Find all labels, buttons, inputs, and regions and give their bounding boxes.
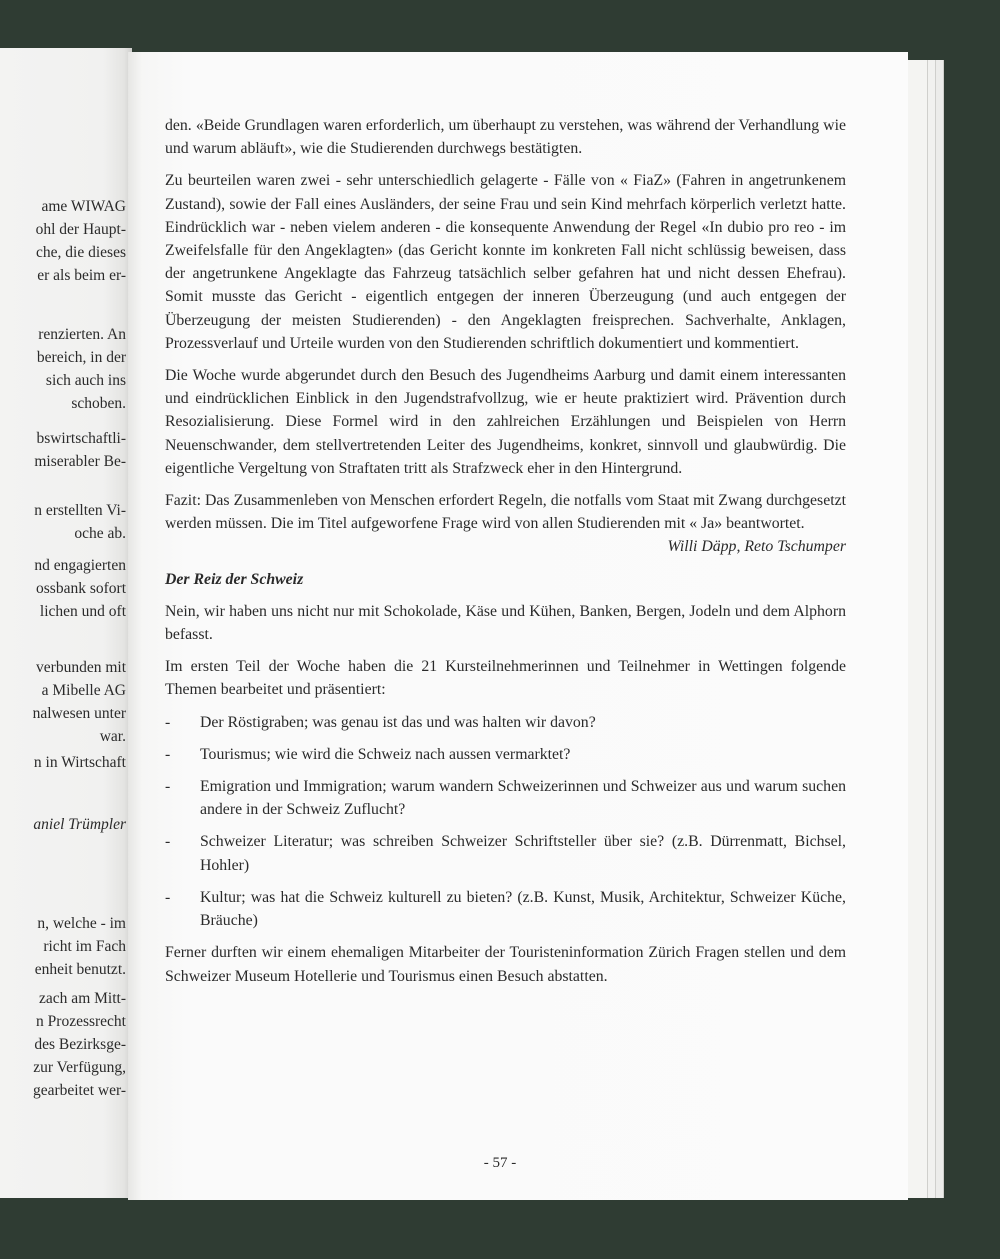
left-page-line: nalwesen unter	[32, 705, 126, 722]
list-item	[165, 886, 846, 932]
page-number: - 57 -	[483, 1155, 517, 1171]
left-page-line: bswirtschaftli-	[36, 430, 126, 447]
left-page-line: miserabler Be-	[34, 453, 126, 470]
paragraph: Im ersten Teil der Woche haben die 21 Kursteilnehmerinnen und Teilnehmer in Wettingen folgende Themen bearbeitet und präsentiert:	[165, 658, 846, 699]
left-page-line: renzierten. An	[38, 326, 126, 343]
section-heading: Der Reiz der Schweiz	[165, 570, 304, 588]
list-item-text: Emigration und Immigration; warum wandern Schweizerinnen und Schweizer aus und warum suchen andere in der Schweiz Zuflucht?	[200, 778, 846, 819]
left-page-line: zur Verfügung,	[33, 1059, 126, 1076]
bullet-dash: -	[165, 778, 171, 796]
list-item	[165, 775, 846, 821]
paragraph: den. «Beide Grundlagen waren erforderlich, um überhaupt zu verstehen, was während der Verhandlung wie und warum abläuft», wie die Studierenden durchwegs bestätigten.	[165, 117, 846, 158]
left-page-line: aniel Trümpler	[33, 816, 126, 833]
left-page-line: oche ab.	[74, 525, 126, 542]
page-edge-stack	[905, 60, 928, 1198]
left-page-line: verbunden mit	[36, 659, 126, 676]
left-page-line: er als beim er-	[37, 267, 126, 284]
bullet-dash: -	[165, 888, 171, 906]
bullet-dash: -	[165, 713, 171, 731]
left-page-line: che, die dieses	[36, 244, 126, 261]
left-page-line: ohl der Haupt-	[35, 221, 126, 238]
list-item-text: Kultur; was hat die Schweiz kulturell zu bieten? (z.B. Kunst, Musik, Architektur, Schweizer Küche, Bräuche)	[200, 888, 846, 930]
left-page-line: a Mibelle AG	[41, 682, 126, 699]
left-page-line: ossbank sofort	[36, 580, 126, 597]
list-item	[165, 711, 846, 734]
list-item	[165, 830, 846, 876]
left-page-line: nd engagierten	[34, 557, 126, 574]
list-item-text: Tourismus; wie wird die Schweiz nach aussen vermarktet?	[200, 745, 571, 763]
left-page-line: ame WIWAG	[41, 198, 126, 215]
author-signature: Willi Däpp, Reto Tschumper	[667, 538, 846, 556]
page-body	[165, 114, 846, 997]
list-item-text: Schweizer Literatur; was schreiben Schweizer Schriftsteller über sie? (z.B. Dürrenmatt, Bichsel, Hohler)	[200, 833, 846, 874]
left-page-line: sich auch ins	[45, 372, 126, 389]
left-page-line: zach am Mitt-	[39, 990, 126, 1007]
bullet-dash: -	[165, 833, 171, 851]
left-page-line: n erstellten Vi-	[34, 502, 126, 519]
left-page-line: lichen und oft	[39, 603, 126, 620]
left-page-line: n Prozessrecht	[36, 1013, 126, 1030]
paragraph: Die Woche wurde abgerundet durch den Besuch des Jugendheims Aarburg und damit einem interessanten und eindrücklichen Einblick in den Jugendstrafvollzug, wie er heute praktiziert wird. Prävention durch Resozialisierung. Diese Formel wird in den zahlreichen Erzählungen und Beispielen von Herrn Neuenschwander, dem stellvertretenden Leiter des Jugendheims, konkret, sinnvoll und glaubwürdig. Die eigentliche Vergeltung von Straftaten tritt als Strafzweck eher in den Hintergrund.	[165, 367, 846, 477]
left-page-line: gearbeitet wer-	[32, 1082, 126, 1099]
paragraph: Ferner durften wir einem ehemaligen Mitarbeiter der Touristeninformation Zürich Fragen stellen und dem Schweizer Museum Hotellerie und Tourismus einen Besuch abstatten.	[165, 944, 846, 985]
list-item-text: Der Röstigraben; was genau ist das und was halten wir davon?	[200, 713, 596, 731]
left-page-line: enheit benutzt.	[34, 961, 126, 978]
left-page-line: n in Wirtschaft	[33, 754, 126, 771]
left-page-line: war.	[99, 728, 126, 745]
left-page-line: des Bezirksge-	[34, 1036, 126, 1053]
list-item	[165, 743, 846, 766]
paragraph: Zu beurteilen waren zwei - sehr unterschiedlich gelagerte - Fälle von « FiaZ» (Fahren in angetrunkenem Zustand), sowie der Fall eines Ausländers, der seine Frau und sein Kind mehrfach körperlich verletzt hatte. Eindrücklich war - neben vielem anderen - die konsequente Anwendung der Regel «In dubio pro reo - im Zweifelsfalle für den Angeklagten» (das Gericht konnte im konkreten Fall nicht schlüssig beweisen, dass der angetrunkene Angeklagte das Fahrzeug tatsächlich selber gefahren hat und nicht dessen Ehefrau). Somit musste das Gericht - eigentlich entgegen der inneren Überzeugung (und auch entgegen der Überzeugung der meisten Studierenden) - den Angeklagten freisprechen. Sachverhalte, Anklagen, Prozessverlauf und Urteile wurden von den Studierenden schriftlich dokumentiert und kommentiert.	[165, 172, 846, 352]
left-facing-page	[0, 48, 132, 1198]
left-page-line: bereich, in der	[36, 349, 126, 366]
left-page-line: n, welche - im	[37, 915, 126, 932]
paragraph: Fazit: Das Zusammenleben von Menschen erfordert Regeln, die notfalls vom Staat mit Zwang durchgesetzt werden müssen. Die im Titel aufgeworfene Frage wird von allen Studierenden mit « Ja» beantwortet.	[165, 492, 846, 533]
bullet-dash: -	[165, 745, 171, 763]
left-page-line: schoben.	[71, 395, 126, 412]
paragraph: Nein, wir haben uns nicht nur mit Schokolade, Käse und Kühen, Banken, Bergen, Jodeln und dem Alphorn befasst.	[165, 602, 846, 644]
left-page-line: richt im Fach	[43, 938, 126, 955]
